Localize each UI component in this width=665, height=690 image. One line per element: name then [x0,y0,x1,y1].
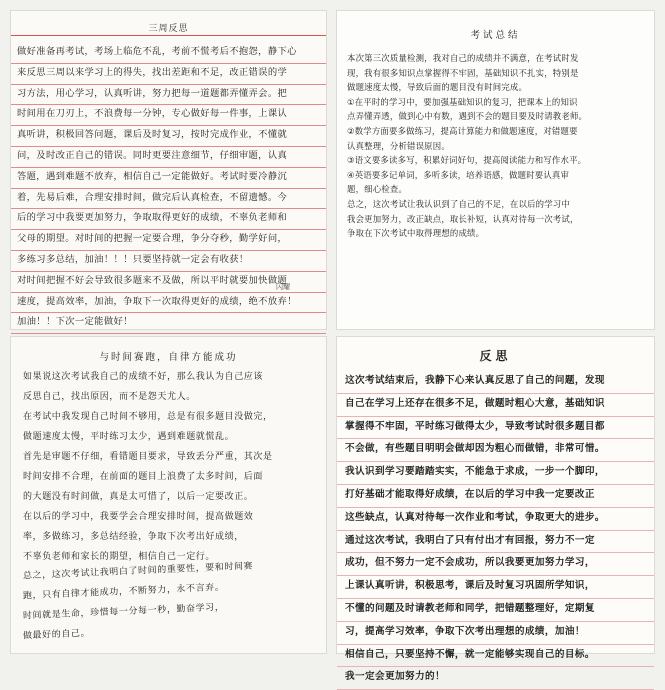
text-line: 真听讲，积极回答问题，课后及时复习，按时完成作业，不懂就 [11,126,326,147]
text-line: 不辜负老师和家长的期望，相信自己一定行。 [23,552,216,562]
text-line: 通过这次考试，我明白了只有付出才有回报，努力不一定 [337,531,654,554]
text-line: 不懂的问题及时请教老师和同学，把错题整理好，定期复 [337,599,654,622]
text-line: 成功，但不努力一定不会成功，所以我要更加努力学习， [337,553,654,576]
text-line: 做题速度太慢，导致后面的题目没有时间完成。 [347,82,528,93]
text-line: 在考试中我发现自己时间不够用，总是有很多题目没做完， [23,412,273,422]
text-line: 问，及时改正自己的错误。同时更要注意细节，仔细审题，认真 [11,147,326,168]
text-line: 本次第三次质量检测，我对自己的成绩并不满意，在考试时发 [347,53,579,63]
text-line: 跑，只有自律才能成功，不断努力，永不言弃。 [22,582,225,602]
text-line: 做最好的自己。 [22,628,91,642]
text-line: 这次考试结束后，我静下心来认真反思了自己的问题，发现 [337,371,654,394]
text-line: 后的学习中我要更加努力，争取取得更好的成绩，不辜负老师和 [11,209,326,230]
text-line: 答题，遇到难题不放弃，相信自己一定能做好。考试时要冷静沉 [11,168,326,189]
text-line: 首先是审题不仔细，看错题目要求，导致丢分严重，其次是 [23,452,273,462]
text-line: 认真整理，分析错误原因。 [347,140,450,151]
text-line: 做好准备再考试，考场上临危不乱，考前不慌考后不抱怨，静下心 [11,43,326,64]
text-line: 父母的期望。对时间的把握一定要合理，争分夺秒，勤学好问， [11,230,326,251]
text-line: 我一定会更加努力的！ [337,667,654,690]
panel-title: 反思 [479,349,512,363]
text-line: 题，细心检查。 [347,184,408,195]
handwritten-text [11,367,326,647]
reflection-photo-3 [10,336,327,654]
text-line: 总之，这次考试让我明白了时间的重要性，要和时间赛 [22,561,254,582]
text-line: 来反思三周以来学习上的得失，找出差距和不足，改正错误的学 [11,64,326,85]
text-line: 速度，提高效率，加油，争取下一次取得更好的成绩，绝不放弃！ [11,293,326,314]
text-line: 着，先易后难，合理安排时间，做完后认真检查，不留遗憾。今 [11,189,326,210]
text-line: 打好基础才能取得好成绩，在以后的学习中我一定要改正 [337,485,654,508]
text-line: 对时间把握不好会导致很多题来不及做，所以平时就要加快做题 [11,272,326,293]
text-line: 多练习多总结，加油！！！只要坚持就一定会有收获！ [11,251,326,272]
text-line: 时间就是生命，珍惜每一分每一秒，勤奋学习， [22,602,225,622]
text-line: 我认识到学习要踏踏实实，不能急于求成，一步一个脚印， [337,462,654,485]
text-line: 相信自己，只要坚持不懈，就一定能够实现自己的目标。 [337,645,654,668]
text-line: 做题速度太慢，平时练习太少，遇到难题就慌乱。 [23,432,235,442]
signature: 闪耀 [276,283,290,291]
text-line: ②数学方面要多做练习，提高计算能力和做题速度，对错题要 [347,125,578,136]
text-line: 的大题没有时间做，真是太可惜了，以后一定要改正。 [23,492,254,502]
text-line: ①在平时的学习中，要加强基础知识的复习，把课本上的知识 [347,96,578,107]
text-line: 率，多做练习，多总结经验，争取下次考出好成绩， [23,532,244,542]
text-line: 上课认真听讲，积极思考，课后及时复习巩固所学知识， [337,576,654,599]
text-line: 这些缺点，认真对待每一次作业和考试，争取更大的进步。 [337,508,654,531]
text-line: 加油！！下次一定能做好！ [11,313,326,334]
handwritten-text [337,371,654,690]
panel-title: 三周反思 [148,24,189,34]
panel-title: 与时间赛跑，自律方能成功 [99,352,238,363]
text-line: 我会更加努力，改正缺点，取长补短，认真对待每一次考试， [347,213,579,224]
text-line: 时间用在刀刃上，不浪费每一分钟，专心做好每一件事，上课认 [11,105,326,126]
top-red-rule [11,35,326,36]
reflection-photo-4 [336,336,655,683]
text-line: 自己在学习上还存在很多不足，做题时粗心大意，基础知识 [337,394,654,417]
text-line: 不会做，有些题目明明会做却因为粗心而做错，非常可惜。 [337,439,654,462]
reflection-photo-1 [10,10,327,330]
text-line: 现，我有很多知识点掌握得不牢固，基础知识不扎实，特别是 [347,67,579,78]
text-line: 如果说这次考试我自己的成绩不好，那么我认为自己应该 [23,372,264,382]
reflection-photo-2 [336,10,655,330]
text-line: 习，提高学习效率，争取下次考出理想的成绩，加油！ [337,622,654,645]
text-line: 点弄懂弄透，做到心中有数，遇到不会的题目要及时请教老师。 [347,111,588,122]
text-line: 习方法，用心学习，认真听讲，努力把每一道题都弄懂弄会。把 [11,85,326,106]
text-line: 反思自己，找出原因，而不是怨天尤人。 [23,392,196,402]
handwritten-text [337,51,654,241]
text-line: 争取在下次考试中取得理想的成绩。 [347,228,485,239]
panel-title: 考试总结 [470,30,521,41]
text-line: 在以后的学习中，我要学会合理安排时间，提高做题效 [23,512,254,522]
text-line: 总之，这次考试让我认识到了自己的不足，在以后的学习中 [347,198,570,209]
text-line: ④英语要多记单词，多听多读，培养语感，做题时要认真审 [347,169,570,180]
text-line: ③语文要多读多写，积累好词好句，提高阅读能力和写作水平。 [347,155,587,166]
text-line: 时间安排不合理，在前面的题目上浪费了太多时间，后面 [23,472,264,482]
text-line: 掌握得不牢固，平时练习做得太少，导致考试时很多题目都 [337,417,654,440]
